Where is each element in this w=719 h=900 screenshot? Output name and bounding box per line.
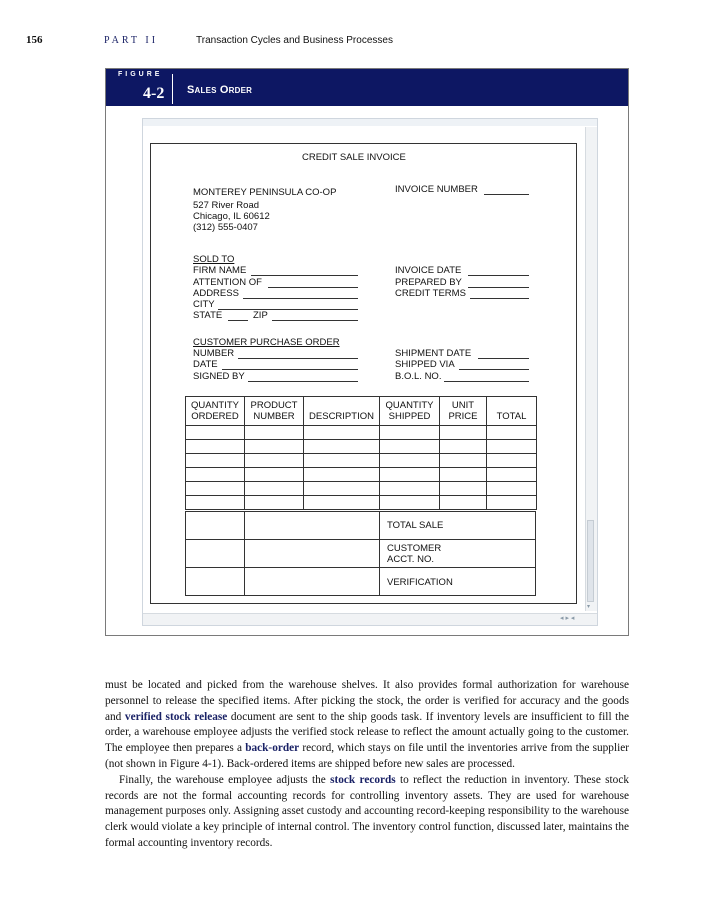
attention-label: ATTENTION OF [193, 277, 262, 288]
body-paragraph-1 [105, 678, 629, 773]
prepared-by-field[interactable] [468, 279, 529, 288]
figure-number: 4-2 [143, 85, 165, 102]
line-items-table [185, 396, 537, 510]
column-header-line2: NUMBER [253, 411, 295, 422]
bol-field[interactable] [444, 373, 529, 382]
table-row[interactable] [186, 496, 537, 510]
invoice-date-field[interactable] [468, 267, 529, 276]
page-nav-arrows-icon[interactable]: ◂ ▸ ◂ [560, 615, 575, 622]
totals-left-cell-1 [185, 511, 245, 596]
paragraph-text: must be located and picked from the warehouse shelves. It also provides formal authorization for warehouse personnel to release the specified items. After picking the stock, the order is verified for accuracy and the goods and [105, 679, 629, 723]
key-term: back-order [245, 742, 300, 755]
total-sale-label: TOTAL SALE [387, 520, 444, 531]
customer-acct-label-line2: ACCT. NO. [387, 554, 434, 565]
running-header-title: Transaction Cycles and Business Processes [196, 35, 393, 46]
customer-acct-label-line1: CUSTOMER [387, 543, 442, 554]
paragraph-text: document are sent to the ship goods task. If inventory levels are insufficient to fill the order, a warehouse employee adjusts the verified stock release to reflect the amount actually going to the customer. The employee then prepares a [105, 710, 629, 755]
credit-terms-field[interactable] [470, 290, 529, 299]
address-field[interactable] [243, 290, 358, 299]
shipped-via-field[interactable] [459, 361, 529, 370]
company-phone: (312) 555-0407 [193, 222, 258, 233]
po-date-field[interactable] [222, 361, 358, 370]
part-label: PART II [104, 35, 159, 46]
attention-field[interactable] [268, 279, 358, 288]
column-header [380, 397, 440, 426]
column-header [304, 397, 380, 426]
city-field[interactable] [218, 301, 358, 310]
shipped-via-label: SHIPPED VIA [395, 359, 455, 370]
table-row[interactable] [186, 454, 537, 468]
scroll-down-arrow-icon[interactable]: ▾ [587, 604, 591, 610]
company-name: MONTEREY PENINSULA CO-OP [193, 187, 337, 198]
vertical-scroll-thumb[interactable] [587, 520, 594, 602]
column-header [440, 397, 487, 426]
state-field[interactable] [228, 312, 248, 321]
invoice-number-label: INVOICE NUMBER [395, 184, 478, 195]
window-top-bar [143, 119, 597, 126]
total-sale-cell[interactable] [379, 511, 536, 540]
page-number: 156 [26, 34, 43, 46]
paragraph-text: to reflect the reduction in inventory. These stock records are not the formal accounting records for controlling inventory assets. They are used for warehouse management purposes only. Assigning asset custody and accounting record-keeping responsibility to the warehouse clerk would violate a key principle of internal control. The inventory control function, discussed later, maintains the formal accounting inventory records. [105, 773, 629, 849]
prepared-by-label: PREPARED BY [395, 277, 462, 288]
sold-to-heading: SOLD TO [193, 254, 235, 265]
zip-label: ZIP [253, 310, 268, 321]
firm-name-label: FIRM NAME [193, 265, 247, 276]
body-paragraph-2 [105, 773, 629, 852]
column-header [245, 397, 304, 426]
table-row[interactable] [186, 468, 537, 482]
figure-label: FIGURE [118, 71, 163, 78]
body-text [105, 678, 629, 852]
paragraph-text: Finally, the warehouse employee adjusts the [119, 773, 331, 786]
verification-label: VERIFICATION [387, 577, 453, 588]
zip-field[interactable] [272, 312, 358, 321]
credit-terms-label: CREDIT TERMS [395, 288, 466, 299]
figure-title-band [106, 69, 628, 106]
customer-acct-cell[interactable] [379, 539, 536, 568]
totals-divider [185, 539, 380, 540]
table-header-row [186, 397, 537, 426]
company-city: Chicago, IL 60612 [193, 211, 270, 222]
firm-name-field[interactable] [251, 267, 358, 276]
paragraph-text: record, which stays on file until the inventories arrive from the supplier (not shown in Figure 4-1). Back-ordered items are shipped before new sales are processed. [105, 742, 629, 770]
invoice-title: CREDIT SALE INVOICE [302, 152, 406, 163]
key-term: stock records [330, 773, 396, 786]
totals-left-cell-2 [244, 511, 380, 596]
signed-by-field[interactable] [248, 373, 358, 382]
column-header [487, 397, 537, 426]
signed-by-label: SIGNED BY [193, 371, 245, 382]
city-label: CITY [193, 299, 215, 310]
bol-label: B.O.L. NO. [395, 371, 442, 382]
column-header-line2: DESCRIPTION [309, 411, 374, 422]
shipment-date-label: SHIPMENT DATE [395, 348, 472, 359]
totals-block [185, 511, 536, 595]
column-header-line2: PRICE [448, 411, 478, 422]
verification-cell[interactable] [379, 567, 536, 596]
column-header-line1: PRODUCT [250, 400, 298, 411]
table-row[interactable] [186, 440, 537, 454]
customer-po-heading: CUSTOMER PURCHASE ORDER [193, 337, 340, 348]
invoice-date-label: INVOICE DATE [395, 265, 462, 276]
column-header-line1: QUANTITY [385, 400, 434, 411]
totals-divider [185, 567, 380, 568]
po-number-field[interactable] [238, 350, 358, 359]
column-header-line2: SHIPPED [388, 411, 431, 422]
column-header-line1: UNIT [451, 400, 475, 411]
company-address: 527 River Road [193, 200, 260, 211]
address-label: ADDRESS [193, 288, 239, 299]
state-label: STATE [193, 310, 223, 321]
table-row[interactable] [186, 426, 537, 440]
invoice-number-field[interactable] [484, 186, 529, 195]
figure-divider [172, 74, 173, 104]
po-date-label: DATE [193, 359, 218, 370]
column-header-line2: TOTAL [496, 411, 527, 422]
column-header-line2: ORDERED [191, 411, 239, 422]
po-number-label: NUMBER [193, 348, 235, 359]
horizontal-scrollbar[interactable] [143, 613, 597, 625]
column-header-line1: QUANTITY [190, 400, 240, 411]
shipment-date-field[interactable] [478, 350, 529, 359]
figure-title: Sales Order [187, 84, 253, 96]
key-term: verified stock release [124, 710, 228, 723]
table-row[interactable] [186, 482, 537, 496]
column-header [186, 397, 245, 426]
